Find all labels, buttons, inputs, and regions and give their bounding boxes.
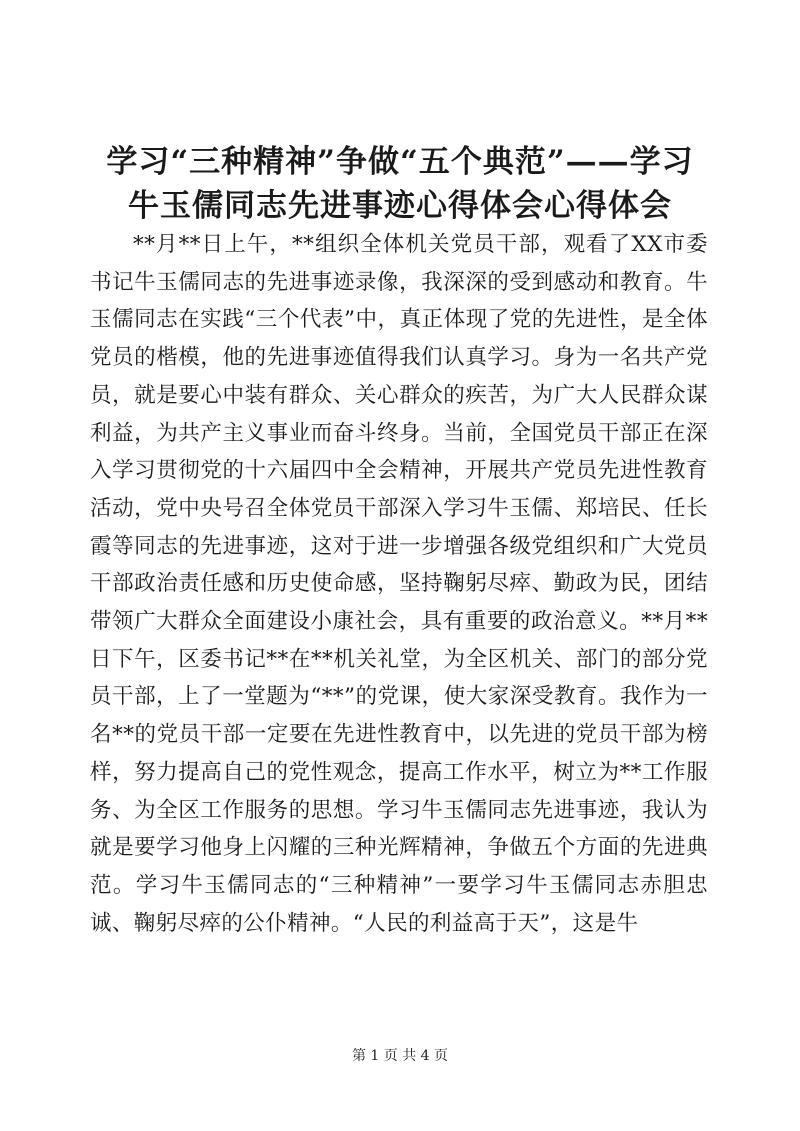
title-line-1: 学习“三种精神”争做“五个典范”——学习 xyxy=(106,144,694,180)
body-paragraph: **月**日上午，**组织全体机关党员干部，观看了XX市委书记牛玉儒同志的先进事迹录像，我深深的受到感动和教育。牛玉儒同志在实践“三个代表”中，真正体现了党的先进性，是全体党员的楷模，他的先进事迹值得我们认真学习。身为一名共产党员，就是要心中装有群众、关心群众的疾苦，为广大人民群众谋利益，为共产主义事业而奋斗终身。当前，全国党员干部正在深入学习贯彻党的十六届四中全会精神，开展共产党员先进性教育活动，党中央号召全体党员干部深入学习牛玉儒、郑培民、任长霞等同志的先进事迹，这对于进一步增强各级党组织和广大党员干部政治责任感和历史使命感，坚持鞠躬尽瘁、勤政为民，团结带领广大群众全面建设小康社会，具有重要的政治意义。**月**日下午，区委书记**在**机关礼堂，为全区机关、部门的部分党员干部，上了一堂题为“**”的党课，使大家深受教育。我作为一名**的党员干部一定要在先进性教育中，以先进的党员干部为榜样，努力提高自己的党性观念，提高工作水平，树立为**工作服务、为全区工作服务的思想。学习牛玉儒同志先进事迹，我认为就是要学习他身上闪耀的三种光辉精神，争做五个方面的先进典范。学习牛玉儒同志的“三种精神”一要学习牛玉儒同志赤胆忠诚、鞠躬尽瘁的公仆精神。“人民的利益高于天”，这是牛 xyxy=(90,232,708,936)
page-number: 第 1 页 共 4 页 xyxy=(351,1048,449,1064)
title-line-2: 牛玉儒同志先进事迹心得体会心得体会 xyxy=(128,188,672,224)
document-title xyxy=(90,140,710,228)
